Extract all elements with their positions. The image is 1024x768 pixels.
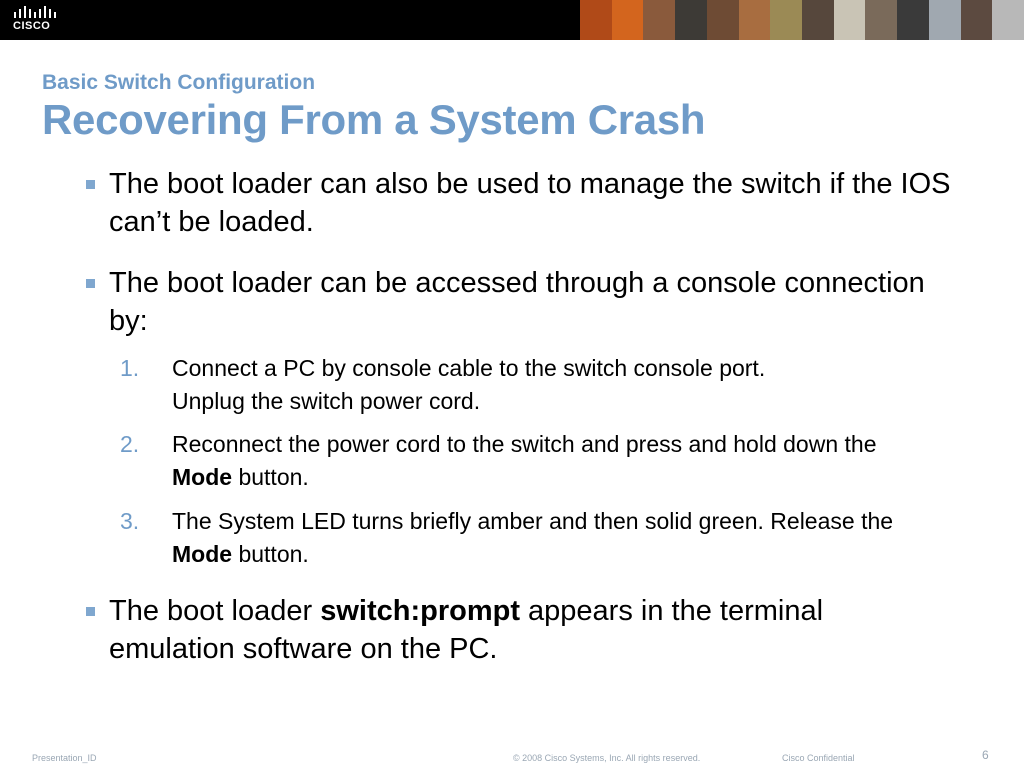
header-photo — [834, 0, 866, 40]
header-photo — [675, 0, 707, 40]
cisco-bars-icon — [12, 5, 56, 19]
header-photo — [770, 0, 802, 40]
bullet-marker — [86, 180, 95, 189]
bullet-item-1 — [86, 165, 956, 241]
bullet-text: The boot loader can be accessed through a console connection by: — [109, 267, 925, 337]
step-bold-term: Mode — [172, 464, 233, 490]
top-banner — [0, 0, 1024, 40]
bullet-item-2 — [86, 264, 956, 340]
cisco-logo — [12, 5, 60, 35]
step-text-part: The System LED turns briefly amber and then solid green. Release the — [172, 508, 894, 534]
header-photo — [580, 0, 612, 40]
cisco-logo-text: CISCO — [13, 20, 51, 32]
footer-confidential: Cisco Confidential — [782, 753, 855, 763]
footer-copyright: © 2008 Cisco Systems, Inc. All rights reserved. — [513, 753, 701, 763]
step-number: 1. — [120, 355, 140, 381]
bullet-item-3 — [86, 592, 956, 668]
step-bold-term: Mode — [172, 541, 233, 567]
header-photo — [802, 0, 834, 40]
bullet-bold-term: switch:prompt — [320, 595, 520, 627]
step-text-part: button. — [232, 541, 309, 567]
page-number: 6 — [982, 748, 989, 762]
step-line: Connect a PC by console cable to the switch console port. — [172, 355, 766, 381]
step-text — [172, 352, 940, 418]
step-item-2 — [120, 428, 940, 494]
step-text-part: Reconnect the power cord to the switch and press and hold down the — [172, 431, 877, 457]
header-photo — [739, 0, 771, 40]
step-number: 3. — [120, 508, 140, 534]
step-item-3 — [120, 505, 940, 571]
bullet-marker — [86, 607, 95, 616]
header-photo — [992, 0, 1024, 40]
bullet-text — [109, 592, 956, 668]
header-photo — [929, 0, 961, 40]
header-photo — [612, 0, 644, 40]
step-item-1 — [120, 352, 940, 418]
step-text-part: button. — [232, 464, 309, 490]
bullet-text: The boot loader can also be used to manage the switch if the IOS can’t be loaded. — [109, 168, 951, 238]
section-subtitle: Basic Switch Configuration — [42, 71, 316, 94]
bullet-text-part: The boot loader — [109, 595, 321, 627]
header-photo — [707, 0, 739, 40]
header-photo — [961, 0, 993, 40]
step-text — [172, 505, 940, 571]
bullet-marker — [86, 279, 95, 288]
step-text — [172, 428, 940, 494]
footer-presentation-id: Presentation_ID — [32, 753, 97, 763]
bullet-text-part: appears in the terminal emulation software on the PC. — [109, 595, 824, 665]
header-photo-strip — [580, 0, 1024, 40]
slide-title: Recovering From a System Crash — [42, 96, 706, 143]
step-number: 2. — [120, 431, 140, 457]
header-photo — [897, 0, 929, 40]
header-photo — [643, 0, 675, 40]
step-line: Unplug the switch power cord. — [172, 388, 481, 414]
header-photo — [865, 0, 897, 40]
